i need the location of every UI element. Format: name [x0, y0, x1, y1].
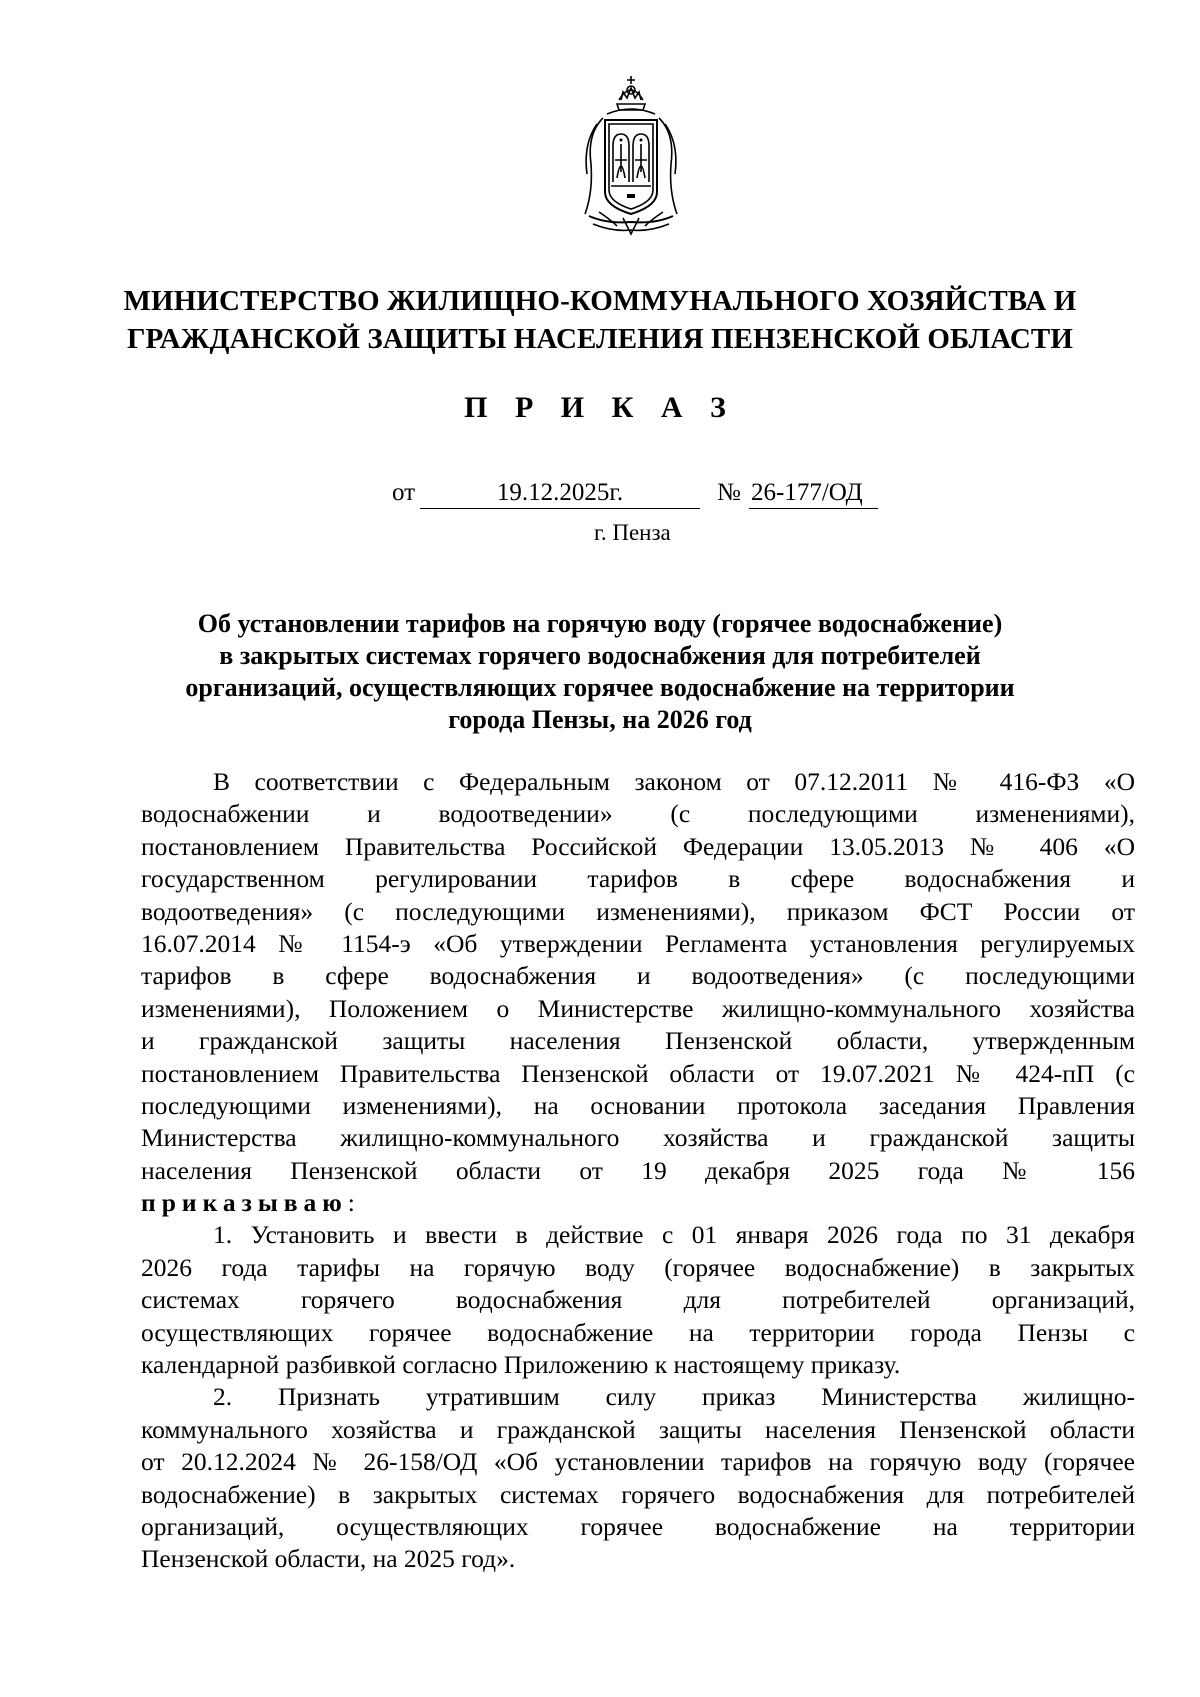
item-line: календарной разбивкой согласно Приложению к настоящему приказу.: [141, 1350, 901, 1380]
item-line: организаций, осуществляющих горячее водоснабжение на территории: [141, 1511, 1135, 1541]
preamble-line: тарифов в сфере водоснабжения и водоотведения» (с последующими: [141, 961, 1135, 991]
item-line: системах горячего водоснабжения для потребителей организаций,: [141, 1285, 1135, 1315]
order-word: приказываю: [141, 1188, 348, 1218]
number-sign: №: [717, 479, 741, 506]
item-line: 1. Установить и ввести в действие с 01 января 2026 года по 31 декабря: [213, 1220, 1135, 1250]
ministry-name: [100, 282, 1100, 358]
document-number: 26-177/ОД: [749, 478, 878, 509]
coat-of-arms-emblem: [577, 74, 685, 238]
document-date: 19.12.2025г.: [420, 478, 700, 509]
preamble-line: водоотведения» (с последующими изменениями), приказом ФСТ России от: [141, 896, 1135, 926]
item-line: осуществляющих горячее водоснабжение на территории города Пензы с: [141, 1317, 1135, 1347]
date-prefix: от: [392, 479, 416, 506]
preamble-line: постановлением Правительства Пензенской области от 19.07.2021 № 424-пП (с: [141, 1058, 1135, 1088]
ministry-name-line1: МИНИСТЕРСТВО ЖИЛИЩНО-КОММУНАЛЬНОГО ХОЗЯЙСТВА И: [123, 285, 1077, 317]
document-type-title: П Р И К А З: [464, 391, 736, 424]
item-line: 2026 года тарифы на горячую воду (горячее водоснабжение) в закрытых: [141, 1252, 1135, 1282]
preamble-line: водоснабжении и водоотведении» (с последующими изменениями),: [141, 799, 1135, 829]
preamble-line: 16.07.2014 № 1154-э «Об утверждении Регламента установления регулируемых: [141, 928, 1135, 958]
city: г. Пенза: [594, 520, 671, 545]
preamble-line: государственном регулировании тарифов в сфере водоснабжения и: [141, 864, 1135, 894]
item-line: от 20.12.2024 № 26-158/ОД «Об установлении тарифов на горячую воду (горячее: [141, 1447, 1135, 1477]
preamble-line: Министерства жилищно-коммунального хозяйства и гражданской защиты: [141, 1123, 1135, 1153]
subject-line: организаций, осуществляющих горячее водоснабжение на территории: [185, 673, 1015, 702]
ministry-name-line2: ГРАЖДАНСКОЙ ЗАЩИТЫ НАСЕЛЕНИЯ ПЕНЗЕНСКОЙ ОБЛАСТИ: [126, 323, 1073, 355]
preamble-line: В соответствии с Федеральным законом от 07.12.2011 № 416-ФЗ «О: [213, 767, 1135, 796]
subject-line: города Пензы, на 2026 год: [448, 705, 752, 734]
date-number-line: [0, 478, 1200, 512]
subject-line: Об установлении тарифов на горячую воду (горячее водоснабжение): [197, 609, 1003, 638]
preamble-line: населения Пензенской области от 19 декабря 2025 года № 156: [141, 1155, 1135, 1185]
preamble-line: последующими изменениями), на основании протокола заседания Правления: [141, 1090, 1135, 1120]
item-line: водоснабжение) в закрытых системах горячего водоснабжения для потребителей: [141, 1479, 1135, 1509]
order-colon: :: [347, 1188, 355, 1218]
item-line: Пензенской области, на 2025 год».: [141, 1544, 516, 1574]
document-subject: [140, 608, 1060, 736]
item-line: 2. Признать утратившим силу приказ Министерства жилищно-: [213, 1382, 1135, 1412]
subject-line: в закрытых системах горячего водоснабжения для потребителей: [219, 641, 981, 670]
item-line: коммунального хозяйства и гражданской защиты населения Пензенской области: [141, 1414, 1135, 1444]
order-word-line: [141, 1187, 1135, 1219]
preamble-line: постановлением Правительства Российской Федерации 13.05.2013 № 406 «О: [141, 831, 1135, 861]
document-body: [141, 766, 1135, 1576]
preamble-line: изменениями), Положением о Министерстве жилищно-коммунального хозяйства: [141, 993, 1135, 1023]
preamble-line: и гражданской защиты населения Пензенской области, утвержденным: [141, 1026, 1135, 1056]
